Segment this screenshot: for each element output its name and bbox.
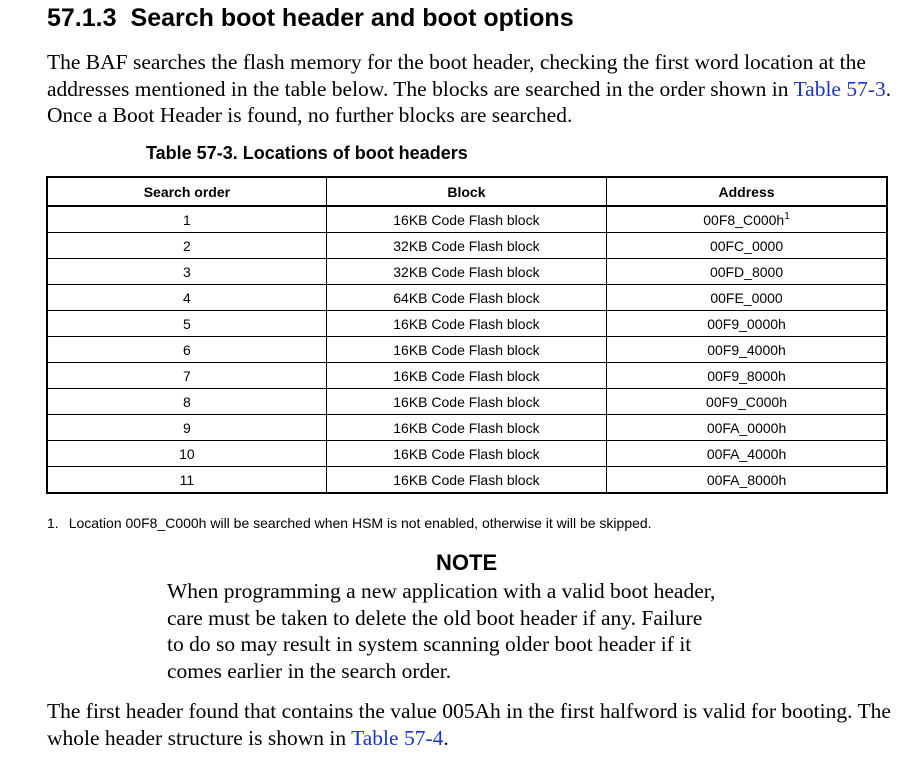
address-cell: 00FA_8000h (607, 467, 887, 494)
column-header-address: Address (607, 177, 887, 206)
address-cell: 00F9_8000h (607, 363, 887, 389)
address-cell: 00FE_0000 (607, 285, 887, 311)
address-cell: 00FA_4000h (607, 441, 887, 467)
note-line: care must be taken to delete the old boot header if any. Failure (167, 605, 703, 630)
table-57-4-link[interactable]: Table 57-4 (351, 725, 444, 750)
search-order-cell: 3 (47, 259, 326, 285)
address-cell: 00F9_0000h (607, 311, 887, 337)
address-cell: 00FC_0000 (607, 233, 887, 259)
search-order-cell: 2 (47, 233, 326, 259)
table-row (47, 389, 887, 415)
block-cell: 16KB Code Flash block (326, 363, 606, 389)
block-cell: 16KB Code Flash block (326, 415, 606, 441)
table-row (47, 233, 887, 259)
block-cell: 16KB Code Flash block (326, 441, 606, 467)
column-header-search-order: Search order (47, 177, 326, 206)
block-cell: 16KB Code Flash block (326, 206, 606, 233)
intro-paragraph (47, 49, 897, 129)
block-cell: 16KB Code Flash block (326, 311, 606, 337)
search-order-cell: 1 (47, 206, 326, 233)
note-line: When programming a new application with a valid boot header, (167, 579, 716, 603)
closing-text-end: . (443, 725, 449, 750)
search-order-cell: 8 (47, 389, 326, 415)
footnote-marker: 1 (784, 210, 790, 222)
note-line: comes earlier in the search order. (167, 658, 452, 683)
boot-header-locations-table (46, 176, 888, 494)
address-cell: 00FD_8000 (607, 259, 887, 285)
search-order-cell: 9 (47, 415, 326, 441)
table-57-3-link[interactable]: Table 57-3 (793, 76, 886, 101)
search-order-cell: 4 (47, 285, 326, 311)
table-row (47, 337, 887, 363)
block-cell: 32KB Code Flash block (326, 259, 606, 285)
section-number: 57.1.3 (47, 4, 117, 32)
footnote-text: Location 00F8_C000h will be searched when HSM is not enabled, otherwise it will be skipped. (68, 515, 652, 531)
block-cell: 16KB Code Flash block (326, 389, 606, 415)
table-row (47, 467, 887, 494)
table-row (47, 441, 887, 467)
section-title: Search boot header and boot options (130, 4, 574, 32)
table-row (47, 363, 887, 389)
address-cell (607, 206, 887, 233)
block-cell: 32KB Code Flash block (326, 233, 606, 259)
table-row (47, 311, 887, 337)
search-order-cell: 6 (47, 337, 326, 363)
footnote-number: 1. (47, 515, 59, 531)
table-row (47, 415, 887, 441)
search-order-cell: 11 (47, 467, 326, 494)
note-body (167, 578, 787, 684)
table-caption: Table 57-3. Locations of boot headers (146, 143, 468, 163)
note-line: to do so may result in system scanning older boot header if it (167, 632, 692, 656)
block-cell: 16KB Code Flash block (326, 467, 606, 494)
section-heading (47, 4, 574, 33)
address-cell: 00F9_4000h (607, 337, 887, 363)
search-order-cell: 7 (47, 363, 326, 389)
closing-paragraph (47, 698, 897, 751)
search-order-cell: 10 (47, 441, 326, 467)
intro-text: The BAF searches the flash memory for the boot header, checking the first word location at the addresses mentioned in the table below. The blocks are searched in the order shown in (47, 50, 866, 101)
table-footnote (47, 515, 652, 531)
search-order-cell: 5 (47, 311, 326, 337)
block-cell: 64KB Code Flash block (326, 285, 606, 311)
address-value: 00F8_C000h (703, 211, 785, 228)
table-header-row (47, 177, 887, 206)
address-cell: 00F9_C000h (607, 389, 887, 415)
intro-text-end: . Once a Boot Header is found, no further blocks are searched. (47, 76, 892, 127)
table-row (47, 285, 887, 311)
address-cell: 00FA_0000h (607, 415, 887, 441)
closing-text: The first header found that contains the value 005Ah in the first halfword is valid for booting. The whole header structure is shown in (47, 699, 891, 750)
table-row (47, 259, 887, 285)
table-row (47, 206, 887, 233)
column-header-block: Block (326, 177, 606, 206)
note-title: NOTE (436, 550, 498, 575)
block-cell: 16KB Code Flash block (326, 337, 606, 363)
